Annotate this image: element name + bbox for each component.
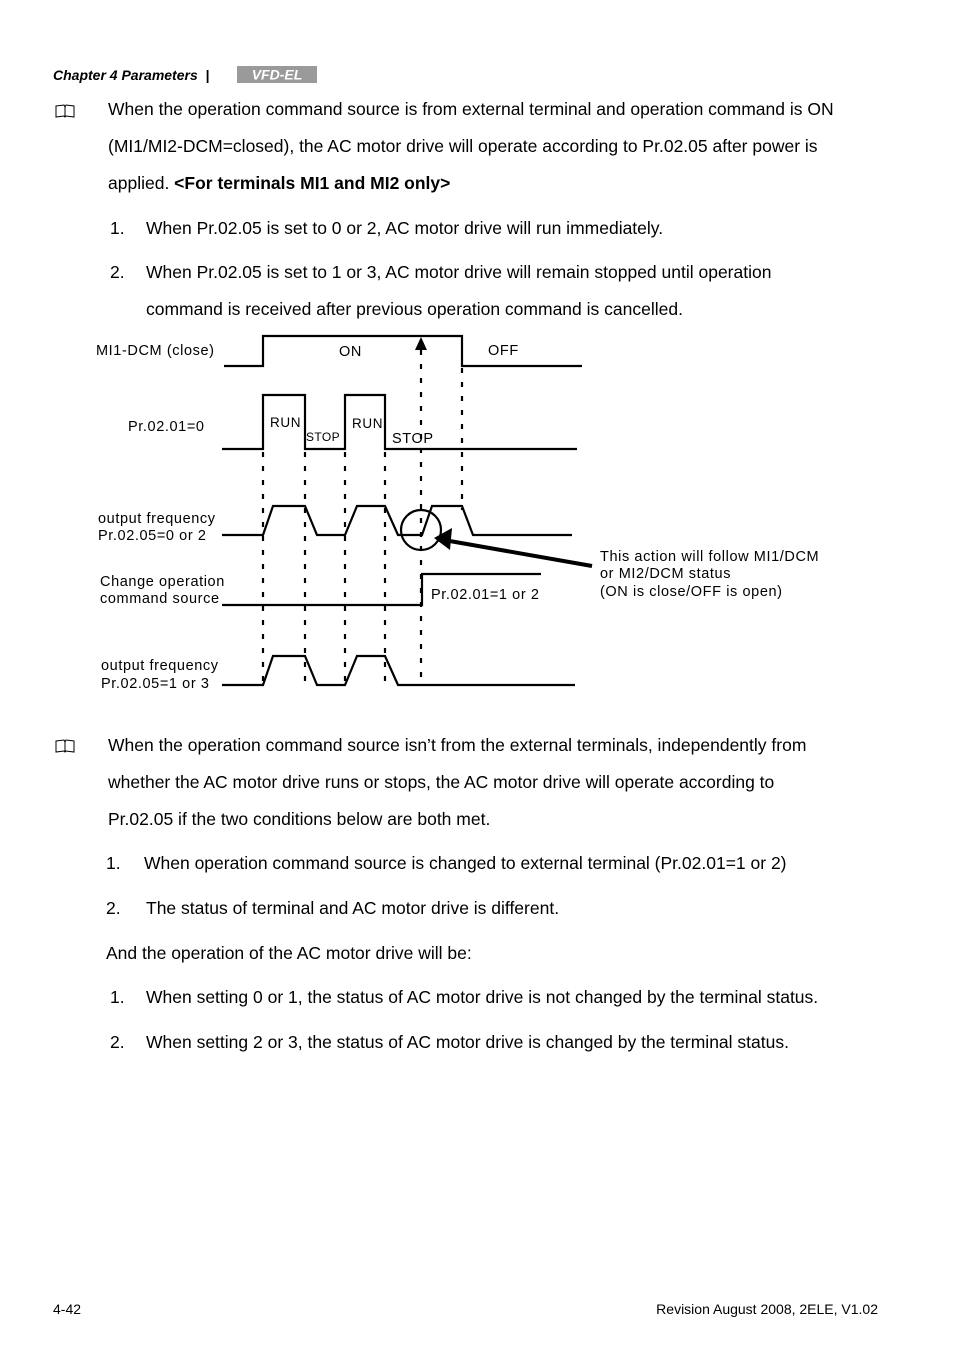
- mi1-dcm-label: MI1-DCM (close): [96, 343, 215, 359]
- outfreq1-signal: [222, 506, 572, 535]
- book-icon: [55, 104, 75, 118]
- section1-line3-plain: applied.: [108, 173, 175, 193]
- chapter-header: [53, 67, 210, 83]
- section2-line2: whether the AC motor drive runs or stops, the AC motor drive will operate according to: [108, 772, 775, 792]
- pr0201-label: Pr.02.01=0: [128, 419, 205, 435]
- s1-item2-text: When Pr.02.05 is set to 1 or 3, AC motor drive will remain stopped until operation: [146, 262, 772, 282]
- up-arrow-icon: [415, 337, 427, 350]
- logo-text: VFD-EL: [251, 66, 303, 83]
- pointer-arrowhead-icon: [434, 528, 452, 550]
- note-line3: (ON is close/OFF is open): [600, 584, 783, 600]
- run2-label: RUN: [352, 416, 384, 431]
- mi1-dcm-signal: [224, 336, 582, 366]
- on-label: ON: [339, 344, 362, 360]
- run1-label: RUN: [270, 415, 302, 430]
- s2-item1-text: When operation command source is changed to external terminal (Pr.02.01=1 or 2): [144, 853, 787, 873]
- s2-sub-item2-text: When setting 2 or 3, the status of AC motor drive is changed by the terminal status.: [146, 1032, 789, 1052]
- outfreq2-signal: [222, 656, 575, 685]
- section1-line2: (MI1/MI2-DCM=closed), the AC motor drive will operate according to Pr.02.05 after power is: [108, 136, 818, 156]
- note-line1: This action will follow MI1/DCM: [600, 549, 820, 565]
- section1-line1: When the operation command source is from external terminal and operation command is ON: [108, 99, 834, 119]
- s1-item2-num: 2.: [110, 262, 125, 282]
- revision-text: Revision August 2008, 2ELE, V1.02: [656, 1301, 878, 1317]
- s2-sub-item1-num: 1.: [110, 987, 125, 1007]
- s1-item1-text: When Pr.02.05 is set to 0 or 2, AC motor drive will run immediately.: [146, 218, 664, 238]
- page-number: 4-42: [53, 1301, 82, 1317]
- s2-item2-num: 2.: [106, 898, 121, 918]
- highlight-circle: [401, 510, 441, 550]
- s2-sub-item1-text: When setting 0 or 1, the status of AC motor drive is not changed by the terminal status.: [146, 987, 819, 1007]
- s2-item2-text: The status of terminal and AC motor drive is different.: [146, 898, 560, 918]
- vfd-el-logo: [237, 66, 317, 83]
- change-line2: command source: [100, 591, 220, 607]
- s2-item1-num: 1.: [106, 853, 121, 873]
- timing-diagram: [0, 320, 954, 720]
- outfreq2-line1: output frequency: [101, 658, 219, 674]
- note-line2: or MI2/DCM status: [600, 566, 732, 582]
- chapter-title: Chapter 4 Parameters: [53, 67, 198, 83]
- stop2-label: STOP: [392, 431, 434, 447]
- section2-intro: And the operation of the AC motor drive will be:: [106, 943, 472, 963]
- s1-item2-cont: command is received after previous operation command is cancelled.: [146, 299, 683, 319]
- header-separator: |: [205, 67, 210, 83]
- change-line1: Change operation: [100, 574, 225, 590]
- pointer-arrow: [444, 540, 592, 566]
- off-label: OFF: [488, 343, 519, 359]
- s1-item1-num: 1.: [110, 218, 125, 238]
- section2-line3: Pr.02.05 if the two conditions below are both met.: [108, 809, 491, 829]
- outfreq2-line2: Pr.02.05=1 or 3: [101, 676, 210, 692]
- section1-line3-bold: <For terminals MI1 and MI2 only>: [174, 173, 451, 193]
- book-icon: [55, 739, 75, 753]
- section1-line3: [108, 165, 450, 202]
- s2-sub-item2-num: 2.: [110, 1032, 125, 1052]
- section2-line1: When the operation command source isn’t from the external terminals, independently from: [108, 735, 807, 755]
- pr0201-12-label: Pr.02.01=1 or 2: [431, 587, 540, 603]
- outfreq1-line2: Pr.02.05=0 or 2: [98, 528, 207, 544]
- stop1-label: STOP: [306, 430, 341, 444]
- outfreq1-line1: output frequency: [98, 511, 216, 527]
